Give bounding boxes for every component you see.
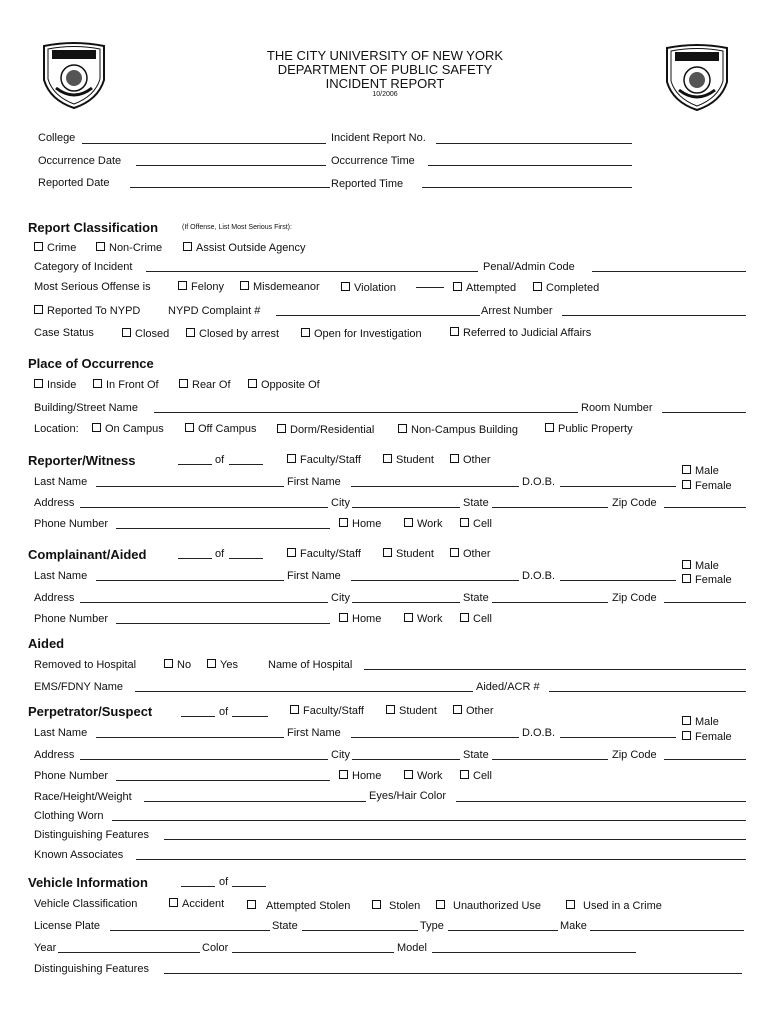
hospital-no-label: No xyxy=(177,659,192,671)
case-status-label: Case Status xyxy=(34,327,94,339)
reporter-total-field[interactable] xyxy=(229,464,263,465)
reporter-state-field[interactable] xyxy=(492,507,608,508)
reporter-student-label: Student xyxy=(396,454,434,466)
noncampus-label: Non-Campus Building xyxy=(411,424,518,436)
infront-label: In Front Of xyxy=(106,379,159,391)
reporter-last-name-field[interactable] xyxy=(96,486,284,487)
vehicle-classification-label: Vehicle Classification xyxy=(34,898,138,910)
complainant-home-checkbox[interactable] xyxy=(339,613,381,625)
known-associates-label: Known Associates xyxy=(34,849,124,861)
occurrence-date-label: Occurrence Date xyxy=(38,155,122,167)
unauthorized-use-label: Unauthorized Use xyxy=(453,900,542,912)
university-title: THE CITY UNIVERSITY OF NEW YORK xyxy=(266,48,504,63)
incident-no-field[interactable] xyxy=(436,143,632,144)
reported-nypd-checkbox[interactable] xyxy=(34,305,140,317)
reported-date-field[interactable] xyxy=(130,187,330,188)
complainant-cell-label: Cell xyxy=(473,613,492,625)
dorm-checkbox[interactable] xyxy=(277,424,374,436)
accident-checkbox[interactable] xyxy=(169,898,224,910)
perpetrator-first-name-field[interactable] xyxy=(351,737,519,738)
perpetrator-state-field[interactable] xyxy=(492,759,608,760)
complainant-other-checkbox[interactable] xyxy=(450,548,491,560)
aided-title: Aided xyxy=(28,636,65,651)
eyes-hair-label: Eyes/Hair Color xyxy=(369,790,447,802)
used-in-crime-label: Used in a Crime xyxy=(583,900,662,912)
complainant-work-label: Work xyxy=(417,613,443,625)
attempted-label: Attempted xyxy=(466,282,517,294)
reporter-city-label: City xyxy=(331,497,350,509)
complainant-title: Complainant/Aided xyxy=(28,547,147,562)
complainant-male-label: Male xyxy=(695,560,719,572)
assist-agency-label: Assist Outside Agency xyxy=(196,242,306,254)
nypd-complaint-label: NYPD Complaint # xyxy=(168,305,261,317)
referred-judicial-checkbox[interactable] xyxy=(450,327,591,339)
aided-acr-label: Aided/ACR # xyxy=(476,681,540,693)
perpetrator-male-label: Male xyxy=(695,716,719,728)
reporter-work-checkbox[interactable] xyxy=(404,518,442,530)
assist-agency-checkbox[interactable] xyxy=(183,242,305,254)
reporter-male-label: Male xyxy=(695,465,719,477)
race-height-weight-field[interactable] xyxy=(144,801,366,802)
perpetrator-male-checkbox[interactable] xyxy=(682,716,719,728)
dorm-label: Dorm/Residential xyxy=(290,424,375,436)
separator-dash xyxy=(416,287,444,288)
infront-checkbox[interactable] xyxy=(93,379,159,391)
inside-checkbox[interactable] xyxy=(34,379,76,391)
complainant-state-label: State xyxy=(463,592,489,604)
hospital-yes-label: Yes xyxy=(220,659,238,671)
complainant-zip-label: Zip Code xyxy=(612,592,657,604)
complainant-zip-field[interactable] xyxy=(664,602,746,603)
perpetrator-first-name-label: First Name xyxy=(287,727,341,739)
perpetrator-phone-field[interactable] xyxy=(116,780,330,781)
public-property-checkbox[interactable] xyxy=(545,423,633,435)
perpetrator-other-checkbox[interactable] xyxy=(453,705,494,717)
license-plate-label: License Plate xyxy=(34,920,101,932)
reported-nypd-label: Reported To NYPD xyxy=(47,305,141,317)
building-field[interactable] xyxy=(154,412,578,413)
perpetrator-faculty-label: Faculty/Staff xyxy=(303,705,364,717)
attempted-stolen-label: Attempted Stolen xyxy=(266,900,351,912)
ems-name-label: EMS/FDNY Name xyxy=(34,681,124,693)
occurrence-time-label: Occurrence Time xyxy=(331,155,415,167)
ems-name-field[interactable] xyxy=(135,691,473,692)
perpetrator-female-checkbox[interactable] xyxy=(682,731,732,743)
perpetrator-city-label: City xyxy=(331,749,350,761)
complainant-work-checkbox[interactable] xyxy=(404,613,442,625)
perpetrator-zip-label: Zip Code xyxy=(612,749,657,761)
hospital-no-checkbox[interactable] xyxy=(164,659,191,671)
reporter-other-label: Other xyxy=(463,454,491,466)
perpetrator-home-label: Home xyxy=(352,770,382,782)
reporter-female-label: Female xyxy=(695,480,732,492)
reporter-city-field[interactable] xyxy=(352,507,460,508)
reported-time-field[interactable] xyxy=(422,187,632,188)
perpetrator-state-label: State xyxy=(463,749,489,761)
complainant-home-label: Home xyxy=(352,613,382,625)
reporter-zip-label: Zip Code xyxy=(612,497,657,509)
vehicle-year-label: Year xyxy=(34,942,57,954)
vehicle-color-label: Color xyxy=(202,942,229,954)
rear-checkbox[interactable] xyxy=(179,379,231,391)
vehicle-make-label: Make xyxy=(560,920,587,932)
category-field[interactable] xyxy=(146,271,478,272)
complainant-count-field[interactable] xyxy=(178,558,212,559)
occurrence-time-field[interactable] xyxy=(428,165,632,166)
perpetrator-count-field[interactable] xyxy=(181,716,215,717)
complainant-student-checkbox[interactable] xyxy=(383,548,434,560)
reporter-cell-label: Cell xyxy=(473,518,492,530)
arrest-number-label: Arrest Number xyxy=(481,305,553,317)
reporter-home-checkbox[interactable] xyxy=(339,518,381,530)
vehicle-model-label: Model xyxy=(397,942,427,954)
public-property-label: Public Property xyxy=(558,423,633,435)
perpetrator-address-field[interactable] xyxy=(80,759,328,760)
reporter-student-checkbox[interactable] xyxy=(383,454,434,466)
inside-label: Inside xyxy=(47,379,77,391)
reporter-address-label: Address xyxy=(34,497,75,509)
removed-hospital-label: Removed to Hospital xyxy=(34,659,137,671)
vehicle-year-field[interactable] xyxy=(58,952,200,953)
report-title: INCIDENT REPORT xyxy=(325,76,445,91)
complainant-dob-field[interactable] xyxy=(560,580,676,581)
location-label: Location: xyxy=(34,423,79,435)
reporter-faculty-checkbox[interactable] xyxy=(287,454,361,466)
reporter-dob-field[interactable] xyxy=(560,486,676,487)
reporter-title: Reporter/Witness xyxy=(28,453,136,468)
felony-label: Felony xyxy=(191,281,225,293)
reporter-address-field[interactable] xyxy=(80,507,328,508)
open-investigation-label: Open for Investigation xyxy=(314,328,422,340)
complainant-faculty-checkbox[interactable] xyxy=(287,548,361,560)
reporter-dob-label: D.O.B. xyxy=(522,476,556,488)
perpetrator-dob-label: D.O.B. xyxy=(522,727,556,739)
perpetrator-student-checkbox[interactable] xyxy=(386,705,437,717)
closed-arrest-checkbox[interactable] xyxy=(186,328,279,340)
nypd-complaint-field[interactable] xyxy=(276,315,480,316)
clothing-worn-label: Clothing Worn xyxy=(34,810,104,822)
perpetrator-last-name-field[interactable] xyxy=(96,737,284,738)
complainant-state-field[interactable] xyxy=(492,602,608,603)
room-number-field[interactable] xyxy=(662,412,746,413)
complainant-other-label: Other xyxy=(463,548,491,560)
violation-label: Violation xyxy=(354,282,396,294)
room-number-label: Room Number xyxy=(581,402,653,414)
perpetrator-features-label: Distinguishing Features xyxy=(34,829,149,841)
closed-arrest-label: Closed by arrest xyxy=(199,328,280,340)
perpetrator-last-name-label: Last Name xyxy=(34,727,88,739)
perpetrator-city-field[interactable] xyxy=(352,759,460,760)
reporter-of-label: of xyxy=(215,454,225,466)
race-height-weight-label: Race/Height/Weight xyxy=(34,791,132,803)
penal-code-label: Penal/Admin Code xyxy=(483,261,575,273)
complainant-phone-field[interactable] xyxy=(116,623,330,624)
complainant-phone-label: Phone Number xyxy=(34,613,108,625)
place-title: Place of Occurrence xyxy=(28,356,154,371)
complainant-last-name-label: Last Name xyxy=(34,570,88,582)
vehicle-state-label: State xyxy=(272,920,298,932)
complainant-city-field[interactable] xyxy=(352,602,460,603)
felony-checkbox[interactable] xyxy=(178,281,224,293)
perpetrator-home-checkbox[interactable] xyxy=(339,770,381,782)
completed-label: Completed xyxy=(546,282,600,294)
closed-checkbox[interactable] xyxy=(122,328,169,340)
building-label: Building/Street Name xyxy=(34,402,138,414)
vehicle-features-field[interactable] xyxy=(164,973,742,974)
crime-checkbox[interactable] xyxy=(34,242,76,254)
reporter-cell-checkbox[interactable] xyxy=(460,518,492,530)
noncrime-checkbox[interactable] xyxy=(96,242,162,254)
vehicle-of-label: of xyxy=(219,876,229,888)
reporter-faculty-label: Faculty/Staff xyxy=(300,454,361,466)
college-label: College xyxy=(38,132,76,144)
rear-label: Rear Of xyxy=(192,379,231,391)
perpetrator-dob-field[interactable] xyxy=(560,737,676,738)
known-associates-field[interactable] xyxy=(136,859,746,860)
complainant-first-name-field[interactable] xyxy=(351,580,519,581)
attempted-stolen-checkbox[interactable] xyxy=(247,900,350,912)
penal-code-field[interactable] xyxy=(592,271,746,272)
misdemeanor-label: Misdemeanor xyxy=(253,281,320,293)
vehicle-state-field[interactable] xyxy=(302,930,418,931)
vehicle-total-field[interactable] xyxy=(232,886,266,887)
vehicle-count-field[interactable] xyxy=(181,886,215,887)
report-classification-title: Report Classification xyxy=(28,220,159,235)
on-campus-checkbox[interactable] xyxy=(92,423,164,435)
reported-date-label: Reported Date xyxy=(38,177,110,189)
reporter-first-name-label: First Name xyxy=(287,476,341,488)
reporter-phone-field[interactable] xyxy=(116,528,330,529)
vehicle-type-label: Type xyxy=(420,920,444,932)
clothing-worn-field[interactable] xyxy=(112,820,746,821)
used-in-crime-checkbox[interactable] xyxy=(566,900,662,912)
reporter-home-label: Home xyxy=(352,518,382,530)
vehicle-type-field[interactable] xyxy=(448,930,558,931)
perpetrator-total-field[interactable] xyxy=(232,716,268,717)
arrest-number-field[interactable] xyxy=(562,315,746,316)
unauthorized-use-checkbox[interactable] xyxy=(436,900,541,912)
complainant-faculty-label: Faculty/Staff xyxy=(300,548,361,560)
complainant-city-label: City xyxy=(331,592,350,604)
complainant-student-label: Student xyxy=(396,548,434,560)
perpetrator-cell-label: Cell xyxy=(473,770,492,782)
aided-acr-field[interactable] xyxy=(549,691,746,692)
stolen-label: Stolen xyxy=(389,900,421,912)
reporter-other-checkbox[interactable] xyxy=(450,454,491,466)
most-serious-label: Most Serious Offense is xyxy=(34,281,151,293)
complainant-of-label: of xyxy=(215,548,225,560)
reporter-phone-label: Phone Number xyxy=(34,518,108,530)
perpetrator-cell-checkbox[interactable] xyxy=(460,770,492,782)
perpetrator-faculty-checkbox[interactable] xyxy=(290,705,364,717)
reporter-last-name-label: Last Name xyxy=(34,476,88,488)
eyes-hair-field[interactable] xyxy=(456,801,746,802)
perpetrator-phone-label: Phone Number xyxy=(34,770,108,782)
vehicle-title: Vehicle Information xyxy=(28,875,148,890)
perpetrator-features-field[interactable] xyxy=(164,839,746,840)
opposite-checkbox[interactable] xyxy=(248,379,320,391)
accident-label: Accident xyxy=(182,898,225,910)
complainant-female-label: Female xyxy=(695,574,732,586)
perpetrator-address-label: Address xyxy=(34,749,75,761)
reporter-count-field[interactable] xyxy=(178,464,212,465)
perpetrator-title: Perpetrator/Suspect xyxy=(28,704,153,719)
reporter-female-checkbox[interactable] xyxy=(682,480,732,492)
perpetrator-other-label: Other xyxy=(466,705,494,717)
vehicle-color-field[interactable] xyxy=(232,952,394,953)
complainant-last-name-field[interactable] xyxy=(96,580,284,581)
misdemeanor-checkbox[interactable] xyxy=(240,281,320,293)
attempted-checkbox[interactable] xyxy=(453,282,516,294)
vehicle-make-field[interactable] xyxy=(590,930,744,931)
noncampus-checkbox[interactable] xyxy=(398,424,518,436)
reported-time-label: Reported Time xyxy=(331,178,404,190)
category-label: Category of Incident xyxy=(34,261,133,273)
off-campus-checkbox[interactable] xyxy=(185,423,257,435)
complainant-female-checkbox[interactable] xyxy=(682,574,732,586)
perpetrator-zip-field[interactable] xyxy=(664,759,746,760)
perpetrator-student-label: Student xyxy=(399,705,437,717)
vehicle-features-label: Distinguishing Features xyxy=(34,963,149,975)
perpetrator-of-label: of xyxy=(219,706,229,718)
college-field[interactable] xyxy=(82,143,326,144)
hospital-yes-checkbox[interactable] xyxy=(207,659,238,671)
crime-label: Crime xyxy=(47,242,77,254)
complainant-address-field[interactable] xyxy=(80,602,328,603)
occurrence-date-field[interactable] xyxy=(136,165,326,166)
perpetrator-female-label: Female xyxy=(695,731,732,743)
off-campus-label: Off Campus xyxy=(198,423,257,435)
complainant-dob-label: D.O.B. xyxy=(522,570,556,582)
on-campus-label: On Campus xyxy=(105,423,164,435)
noncrime-label: Non-Crime xyxy=(109,242,163,254)
violation-checkbox[interactable] xyxy=(341,282,396,294)
opposite-label: Opposite Of xyxy=(261,379,320,391)
referred-judicial-label: Referred to Judicial Affairs xyxy=(463,327,592,339)
completed-checkbox[interactable] xyxy=(533,282,599,294)
closed-label: Closed xyxy=(135,328,170,340)
perpetrator-work-checkbox[interactable] xyxy=(404,770,442,782)
license-plate-field[interactable] xyxy=(110,930,270,931)
form-version: 10/2006 xyxy=(372,91,398,98)
complainant-cell-checkbox[interactable] xyxy=(460,613,492,625)
classification-note: (If Offense, List Most Serious First): xyxy=(182,224,292,231)
complainant-address-label: Address xyxy=(34,592,75,604)
reporter-male-checkbox[interactable] xyxy=(682,465,719,477)
department-title: DEPARTMENT OF PUBLIC SAFETY xyxy=(277,62,493,77)
complainant-total-field[interactable] xyxy=(229,558,263,559)
perpetrator-work-label: Work xyxy=(417,770,443,782)
vehicle-model-field[interactable] xyxy=(432,952,636,953)
complainant-first-name-label: First Name xyxy=(287,570,341,582)
reporter-work-label: Work xyxy=(417,518,443,530)
complainant-male-checkbox[interactable] xyxy=(682,560,719,572)
reporter-state-label: State xyxy=(463,497,489,509)
open-investigation-checkbox[interactable] xyxy=(301,328,422,340)
reporter-zip-field[interactable] xyxy=(664,507,746,508)
hospital-name-label: Name of Hospital xyxy=(268,659,353,671)
incident-no-label: Incident Report No. xyxy=(331,132,426,144)
hospital-name-field[interactable] xyxy=(364,669,746,670)
reporter-first-name-field[interactable] xyxy=(351,486,519,487)
stolen-checkbox[interactable] xyxy=(372,900,420,912)
